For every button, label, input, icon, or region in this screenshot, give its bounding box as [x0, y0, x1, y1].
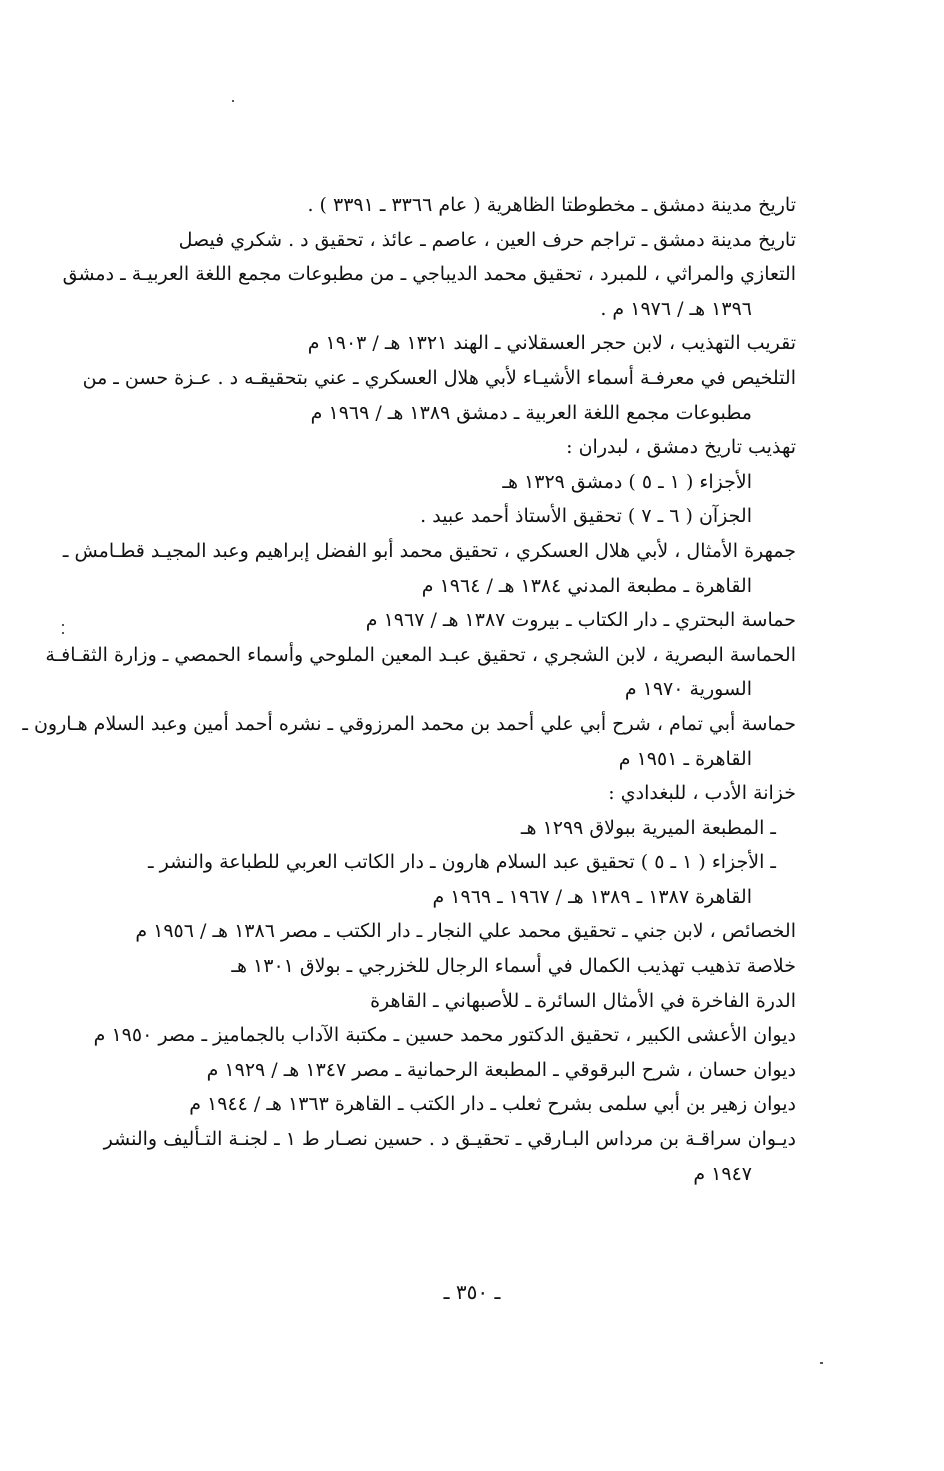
bibliography-line: جمهرة الأمثال ، لأبي هلال العسكري ، تحقيق محمد أبو الفضل إبراهيم وعبد المجيـد قطـامش ـ: [62, 539, 796, 562]
page-number: ـ ٣٥٠ ـ: [443, 1280, 501, 1304]
bibliography-line: تهذيب تاريخ دمشق ، لبدران :: [566, 436, 796, 459]
bibliography-line: الجزآن ( ٦ ـ ٧ ) تحقيق الأستاذ أحمد عبيد .: [420, 505, 752, 528]
bibliography-list: [22, 188, 796, 1191]
bibliography-line: الخصائص ، لابن جني ـ تحقيق محمد علي النجار ـ دار الكتب ـ مصر ١٣٨٦ هـ / ١٩٥٦ م: [135, 920, 796, 943]
scan-speck: [820, 1362, 823, 1364]
bibliography-line: القاهرة ١٣٨٧ ـ ١٣٨٩ هـ / ١٩٦٧ ـ ١٩٦٩ م: [432, 885, 752, 908]
bibliography-line: خلاصة تذهيب تهذيب الكمال في أسماء الرجال للخزرجي ـ بولاق ١٣٠١ هـ: [231, 955, 796, 978]
bibliography-line: الدرة الفاخرة في الأمثال السائرة ـ للأصبهاني ـ القاهرة: [370, 989, 796, 1012]
bibliography-line: السورية ١٩٧٠ م: [624, 678, 752, 701]
bibliography-line: التعازي والمراثي ، للمبرد ، تحقيق محمد الديباجي ـ من مطبوعات مجمع اللغة العربيـة ـ دمشق: [62, 263, 796, 286]
scan-speck: [62, 624, 64, 626]
bibliography-line: ١٩٤٧ م: [693, 1162, 752, 1185]
bibliography-line: ـ الأجزاء ( ١ ـ ٥ ) تحقيق عبد السلام هارون ـ دار الكاتب العربي للطباعة والنشر ـ: [148, 851, 776, 874]
bibliography-line: مطبوعات مجمع اللغة العربية ـ دمشق ١٣٨٩ هـ / ١٩٦٩ م: [310, 401, 752, 424]
bibliography-line: حماسة أبي تمام ، شرح أبي علي أحمد بن محمد المرزوقي ـ نشره أحمد أمين وعبد السلام هـارون ـ: [22, 712, 796, 735]
bibliography-line: تقريب التهذيب ، لابن حجر العسقلاني ـ الهند ١٣٢١ هـ / ١٩٠٣ م: [307, 332, 796, 355]
bibliography-line: ديوان الأعشى الكبير ، تحقيق الدكتور محمد حسين ـ مكتبة الآداب بالجماميز ـ مصر ١٩٥٠ م: [93, 1024, 796, 1047]
bibliography-line: ديـوان سراقـة بن مرداس البـارقي ـ تحقيـق د . حسين نصـار ط ١ ـ لجنـة التـأليف والنشر: [103, 1128, 796, 1151]
bibliography-line: ١٣٩٦ هـ / ١٩٧٦ م .: [600, 297, 752, 320]
scan-speck: [62, 632, 64, 634]
bibliography-line: خزانة الأدب ، للبغدادي :: [608, 782, 796, 805]
bibliography-line: الحماسة البصرية ، لابن الشجري ، تحقيق عبـد المعين الملوحي وأسماء الحمصي ـ وزارة الثقـافـة: [45, 643, 796, 666]
bibliography-line: تاريخ مدينة دمشق ـ تراجم حرف العين ، عاصم ـ عائذ ، تحقيق د . شكري فيصل: [178, 228, 796, 251]
bibliography-line: ديوان حسان ، شرح البرقوقي ـ المطبعة الرحمانية ـ مصر ١٣٤٧ هـ / ١٩٢٩ م: [206, 1058, 796, 1081]
bibliography-line: ـ المطبعة الميرية ببولاق ١٢٩٩ هـ: [520, 816, 776, 839]
bibliography-line: ديوان زهير بن أبي سلمى بشرح ثعلب ـ دار الكتب ـ القاهرة ١٣٦٣ هـ / ١٩٤٤ م: [189, 1093, 796, 1116]
bibliography-line: القاهرة ـ مطبعة المدني ١٣٨٤ هـ / ١٩٦٤ م: [421, 574, 752, 597]
scan-speck: [232, 100, 234, 102]
bibliography-line: القاهرة ـ ١٩٥١ م: [618, 747, 752, 770]
bibliography-line: التلخيص في معرفـة أسماء الأشيـاء لأبي هلال العسكري ـ عني بتحقيقـه د . عـزة حسن ـ من: [82, 366, 796, 389]
bibliography-line: الأجزاء ( ١ ـ ٥ ) دمشق ١٣٢٩ هـ: [502, 470, 752, 493]
bibliography-line: حماسة البحتري ـ دار الكتاب ـ بيروت ١٣٨٧ هـ / ١٩٦٧ م: [365, 609, 796, 632]
bibliography-line: تاريخ مدينة دمشق ـ مخطوطتا الظاهرية ( عام ٣٣٦٦ ـ ٣٣٩١ ) .: [307, 194, 796, 216]
